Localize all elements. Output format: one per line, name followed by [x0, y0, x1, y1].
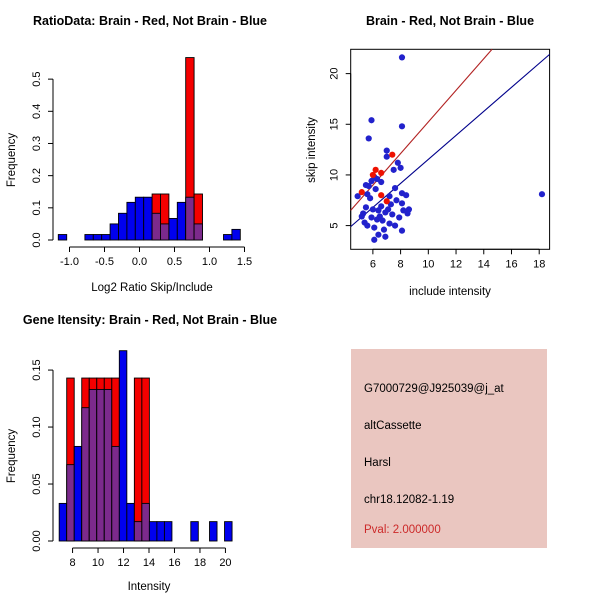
hist-bar-overlap [112, 446, 120, 541]
gene-name-text: Harsl [364, 457, 391, 469]
y-tick-label: 20 [328, 67, 341, 80]
scatter-point-red [389, 152, 395, 158]
hist-bar-overlap [161, 224, 169, 240]
intensity-scatter-xlabel: include intensity [409, 286, 491, 298]
hist-bar-blue [127, 503, 135, 541]
scatter-point-blue [384, 148, 390, 154]
hist-bar-overlap [89, 389, 97, 541]
x-tick-label: 6 [369, 258, 376, 271]
scatter-point-blue [370, 206, 376, 212]
ratio-histogram [0, 0, 300, 300]
x-tick-label: 16 [505, 258, 518, 271]
location-text: chr18.12082-1.19 [364, 494, 455, 506]
x-tick-label: 16 [168, 557, 181, 569]
scatter-point-blue [364, 222, 370, 228]
scatter-point-blue [399, 123, 405, 129]
hist-bar-overlap [186, 197, 194, 240]
scatter-point-blue [367, 195, 373, 201]
y-tick-label: 0.00 [31, 530, 43, 552]
hist-bar-blue [59, 503, 67, 541]
y-tick-label: 0.2 [31, 168, 43, 184]
hist-bar-blue [127, 202, 135, 240]
hist-bar-blue [85, 235, 93, 240]
scatter-point-blue [368, 214, 374, 220]
scatter-point-blue [374, 216, 380, 222]
y-tick-label: 15 [328, 118, 341, 131]
scatter-point-blue [389, 211, 395, 217]
hist-bar-overlap [104, 389, 112, 541]
ratio-histogram-ylabel: Frequency [6, 132, 18, 188]
hist-bar-blue [232, 229, 240, 240]
y-tick-label: 0.15 [31, 359, 43, 381]
y-tick-label: 0.05 [31, 473, 43, 495]
y-tick-label: 0.1 [31, 200, 43, 216]
hist-bar-overlap [194, 224, 202, 240]
scatter-point-blue [371, 237, 377, 243]
brain-fit-line [351, 49, 492, 210]
hist-bar-overlap [67, 465, 75, 541]
hist-bar-blue [93, 235, 101, 240]
intensity-scatter-ylabel: skip intensity [306, 117, 318, 183]
not-brain-fit-line [351, 54, 550, 226]
hist-bar-blue [58, 235, 66, 240]
x-tick-label: 18 [193, 557, 207, 569]
y-tick-label: 0.4 [31, 103, 43, 119]
hist-bar-blue [102, 235, 110, 240]
hist-bar-blue [119, 213, 127, 240]
ratio-histogram-plot [31, 58, 252, 268]
hist-bar-blue [177, 202, 185, 240]
hist-bar-blue [224, 235, 232, 240]
y-tick-label: 0.5 [31, 71, 43, 87]
probe-id-text: G7000729@J925039@j_at [364, 383, 504, 395]
gene-intensity-histogram-plot [31, 351, 232, 569]
scatter-point-blue [392, 222, 398, 228]
y-tick-label: 10 [328, 168, 341, 182]
scatter-point-blue [403, 192, 409, 198]
scatter-point-blue [386, 220, 392, 226]
event-type-text: altCassette [364, 420, 422, 432]
scatter-point-blue [392, 185, 398, 191]
gene-intensity-histogram-title: Gene Itensity: Brain - Red, Not Brain - Blue [22, 313, 278, 327]
x-tick-label: 8 [69, 557, 76, 569]
scatter-point-blue [375, 232, 381, 238]
hist-bar-overlap [82, 408, 90, 541]
ratio-histogram-xlabel: Log2 Ratio Skip/Include [91, 282, 213, 294]
x-tick-label: 1.5 [236, 256, 253, 268]
scatter-point-blue [385, 206, 391, 212]
scatter-point-red [384, 198, 390, 204]
hist-bar-blue [225, 522, 233, 541]
hist-bar-blue [135, 197, 143, 240]
info-panel [300, 300, 600, 600]
hist-bar-blue [157, 522, 165, 541]
y-tick-label: 0.10 [31, 416, 43, 438]
scatter-point-red [378, 192, 384, 198]
x-tick-label: -0.5 [95, 256, 114, 268]
hist-bar-blue [191, 522, 199, 541]
x-tick-label: -1.0 [60, 256, 79, 268]
scatter-point-blue [399, 228, 405, 234]
x-tick-label: 8 [397, 258, 404, 271]
hist-bar-blue [74, 446, 82, 541]
y-tick-label: 0.3 [31, 135, 43, 152]
intensity-scatter-plot [329, 49, 550, 270]
scatter-point-blue [393, 197, 399, 203]
scatter-point-blue [399, 54, 405, 60]
x-tick-label: 14 [142, 557, 156, 569]
x-tick-label: 18 [533, 258, 546, 271]
scatter-point-blue [406, 206, 412, 212]
hist-bar-overlap [134, 522, 142, 541]
scatter-point-red [378, 170, 384, 176]
hist-bar-blue [169, 218, 177, 240]
scatter-point-blue [363, 204, 369, 210]
y-tick-label: 0.0 [31, 232, 43, 248]
x-tick-label: 14 [477, 258, 490, 271]
scatter-point-red [359, 189, 365, 195]
info-panel-background [351, 349, 547, 548]
hist-bar-blue [119, 351, 127, 541]
scatter-point-blue [397, 165, 403, 171]
scatter-point-blue [391, 167, 397, 173]
scatter-point-blue [359, 213, 365, 219]
y-tick-label: 5 [328, 222, 341, 229]
x-tick-label: 0.5 [166, 256, 183, 268]
hist-bar-overlap [97, 389, 105, 541]
x-tick-label: 20 [219, 557, 232, 569]
ratio-histogram-title: RatioData: Brain - Red, Not Brain - Blue [32, 14, 268, 28]
scatter-point-red [370, 172, 376, 178]
scatter-point-blue [368, 178, 374, 184]
gene-intensity-histogram [0, 300, 300, 600]
scatter-point-blue [399, 200, 405, 206]
x-tick-label: 12 [449, 258, 463, 271]
hist-bar-blue [110, 224, 118, 240]
pval-text: Pval: 2.000000 [364, 524, 441, 536]
scatter-point-blue [384, 154, 390, 160]
hist-bar-red [134, 378, 142, 541]
scatter-point-blue [371, 225, 377, 231]
scatter-point-blue [368, 117, 374, 123]
hist-bar-overlap [152, 213, 160, 240]
hist-bar-blue [210, 522, 218, 541]
scatter-point-blue [539, 191, 545, 197]
scatter-point-blue [366, 135, 372, 141]
x-tick-label: 10 [422, 258, 435, 271]
x-tick-label: 0.0 [131, 256, 148, 268]
hist-bar-blue [164, 522, 172, 541]
hist-bar-blue [144, 197, 152, 240]
scatter-point-blue [382, 234, 388, 240]
scatter-point-blue [378, 179, 384, 185]
hist-bar-overlap [142, 503, 150, 541]
intensity-scatter [300, 0, 600, 300]
scatter-point-blue [373, 186, 379, 192]
gene-intensity-histogram-ylabel: Frequency [6, 428, 18, 484]
x-tick-label: 1.0 [201, 256, 218, 268]
scatter-point-blue [378, 203, 384, 209]
intensity-scatter-title: Brain - Red, Not Brain - Blue [365, 14, 535, 28]
x-tick-label: 10 [91, 557, 105, 569]
scatter-point-blue [381, 227, 387, 233]
gene-intensity-histogram-xlabel: Intensity [127, 581, 171, 593]
x-tick-label: 12 [117, 557, 130, 569]
scatter-point-blue [379, 217, 385, 223]
hist-bar-blue [149, 522, 157, 541]
scatter-point-blue [396, 214, 402, 220]
